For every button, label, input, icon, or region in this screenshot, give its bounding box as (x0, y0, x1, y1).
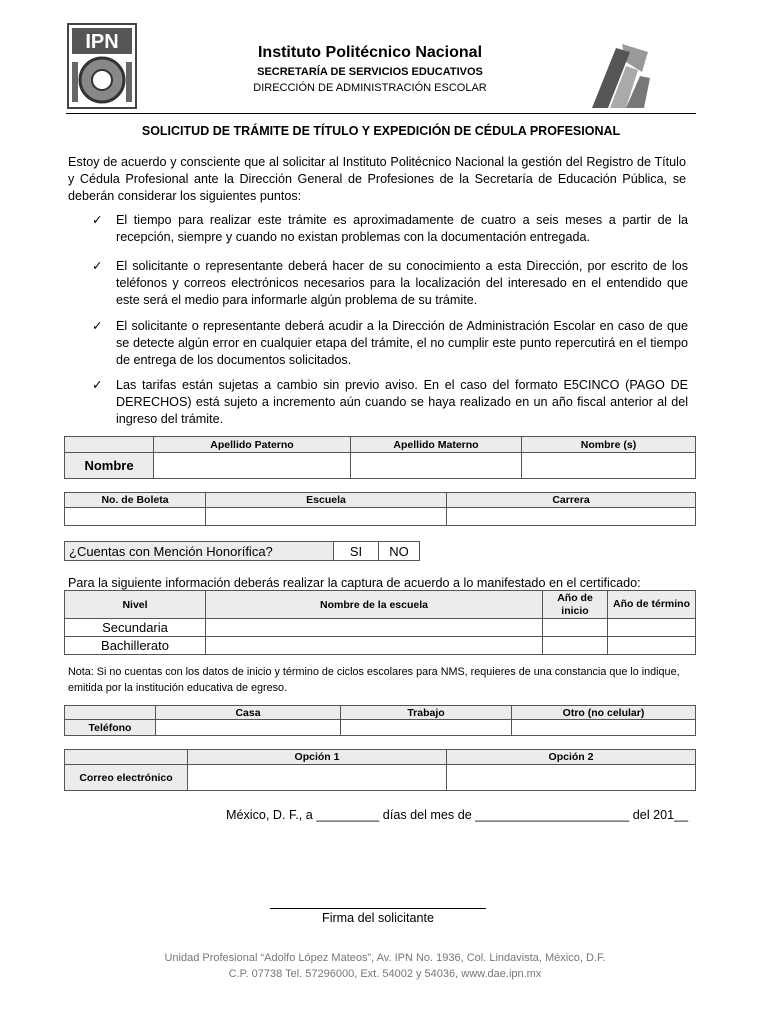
honor-yes-option[interactable]: SI (334, 542, 379, 561)
telefono-otro-field[interactable] (512, 720, 696, 736)
nombre-field[interactable] (522, 453, 696, 479)
nivel-secundaria: Secundaria (65, 619, 206, 637)
apellido-paterno-field[interactable] (154, 453, 351, 479)
header-opcion-2: Opción 2 (447, 750, 696, 765)
nombre-row-label: Nombre (65, 453, 154, 479)
bachillerato-inicio-field[interactable] (543, 637, 608, 655)
header-anio-inicio: Año de inicio (543, 591, 608, 619)
school-table (64, 492, 696, 526)
carrera-field[interactable] (447, 508, 696, 526)
honor-question: ¿Cuentas con Mención Honorífica? (65, 542, 334, 561)
level-table (64, 590, 696, 655)
footer-contact: C.P. 07738 Tel. 57296000, Ext. 54002 y 54036, www.dae.ipn.mx (228, 968, 542, 980)
point-3 (92, 318, 688, 369)
date-line[interactable]: México, D. F., a _________ días del mes de ______________________ del 201__ (226, 808, 689, 822)
capture-instruction: Para la siguiente información deberás realizar la captura de acuerdo a lo manifestado en el certificado: (68, 576, 641, 590)
header-anio-termino: Año de término (608, 591, 696, 619)
honor-table (64, 541, 420, 561)
escuela-field[interactable] (206, 508, 447, 526)
point-1 (92, 212, 688, 246)
document-title: SOLICITUD DE TRÁMITE DE TÍTULO Y EXPEDICIÓN DE CÉDULA PROFESIONAL (141, 124, 621, 138)
point-text: Las tarifas están sujetas a cambio sin previo aviso. En el caso del formato E5CINCO (PAGO DE DERECHOS) está sujeto a incremento aún cuando se haya realizado en un año fiscal anterior al del ingreso del trámite. (116, 378, 688, 426)
telefono-row-label: Teléfono (65, 720, 156, 736)
point-4 (92, 377, 688, 428)
header-divider (66, 113, 696, 114)
correo-opcion-1-field[interactable] (188, 765, 447, 791)
institution-name: Instituto Politécnico Nacional (257, 44, 483, 61)
checkmark-icon: ✓ (92, 259, 103, 273)
point-2 (92, 258, 688, 309)
header-trabajo: Trabajo (341, 706, 512, 720)
secundaria-escuela-field[interactable] (206, 619, 543, 637)
name-table (64, 436, 696, 479)
phone-table (64, 705, 696, 736)
direccion-name: DIRECCIÓN DE ADMINISTRACIÓN ESCOLAR (253, 82, 487, 94)
point-text: El tiempo para realizar este trámite es aproximadamente de cuatro a seis meses a partir de la recepción, siempre y cuando no existan problemas con la documentación entregada. (116, 213, 688, 244)
ipn-logo-icon (64, 22, 140, 110)
boleta-field[interactable] (65, 508, 206, 526)
bachillerato-termino-field[interactable] (608, 637, 696, 655)
checkmark-icon: ✓ (92, 319, 103, 333)
ipn-logo-text: IPN (85, 31, 119, 53)
telefono-casa-field[interactable] (156, 720, 341, 736)
header-apellido-paterno: Apellido Paterno (154, 437, 351, 453)
checkmark-icon: ✓ (92, 213, 103, 227)
header-apellido-materno: Apellido Materno (351, 437, 522, 453)
header-boleta: No. de Boleta (65, 493, 206, 508)
secretaria-name: SECRETARÍA DE SERVICIOS EDUCATIVOS (257, 66, 483, 78)
header-nombre: Nombre (s) (522, 437, 696, 453)
header-opcion-1: Opción 1 (188, 750, 447, 765)
header-nombre-escuela: Nombre de la escuela (206, 591, 543, 619)
signature-label: Firma del solicitante (322, 911, 434, 925)
dae-logo-icon (586, 42, 656, 110)
header-nivel: Nivel (65, 591, 206, 619)
correo-row-label: Correo electrónico (65, 765, 188, 791)
header-otro: Otro (no celular) (512, 706, 696, 720)
correo-opcion-2-field[interactable] (447, 765, 696, 791)
secundaria-inicio-field[interactable] (543, 619, 608, 637)
signature-line[interactable] (270, 908, 486, 909)
header-casa: Casa (156, 706, 341, 720)
honor-no-option[interactable]: NO (379, 542, 420, 561)
apellido-materno-field[interactable] (351, 453, 522, 479)
nms-note: Nota: Si no cuentas con los datos de inicio y término de ciclos escolares para NMS, requieres de una constancia que lo indique, emitida por la institución educativa de egreso. (68, 666, 680, 694)
nivel-bachillerato: Bachillerato (65, 637, 206, 655)
point-text: El solicitante o representante deberá acudir a la Dirección de Administración Escolar en caso de que se detecte algún error en cualquier etapa del trámite, el no cumplir este punto repercutirá en el tiempo de entrega de los documentos solicitados. (116, 319, 688, 367)
bachillerato-escuela-field[interactable] (206, 637, 543, 655)
header-escuela: Escuela (206, 493, 447, 508)
secundaria-termino-field[interactable] (608, 619, 696, 637)
intro-paragraph: Estoy de acuerdo y consciente que al solicitar al Instituto Politécnico Nacional la gestión del Registro de Título y Cédula Profesional ante la Dirección General de Profesiones de la Secretaría de Educación Pública, se deberán considerar los siguientes puntos: (68, 155, 686, 203)
header-carrera: Carrera (447, 493, 696, 508)
checkmark-icon: ✓ (92, 378, 103, 392)
telefono-trabajo-field[interactable] (341, 720, 512, 736)
email-table (64, 749, 696, 791)
point-text: El solicitante o representante deberá hacer de su conocimiento a esta Dirección, por escrito de los teléfonos y correos electrónicos necesarios para la localización del interesado en el entendido que este será el medio para informarle algún problema de su trámite. (116, 259, 688, 307)
footer-address: Unidad Profesional “Adolfo López Mateos”, Av. IPN No. 1936, Col. Lindavista, México, D.F. (164, 952, 606, 964)
